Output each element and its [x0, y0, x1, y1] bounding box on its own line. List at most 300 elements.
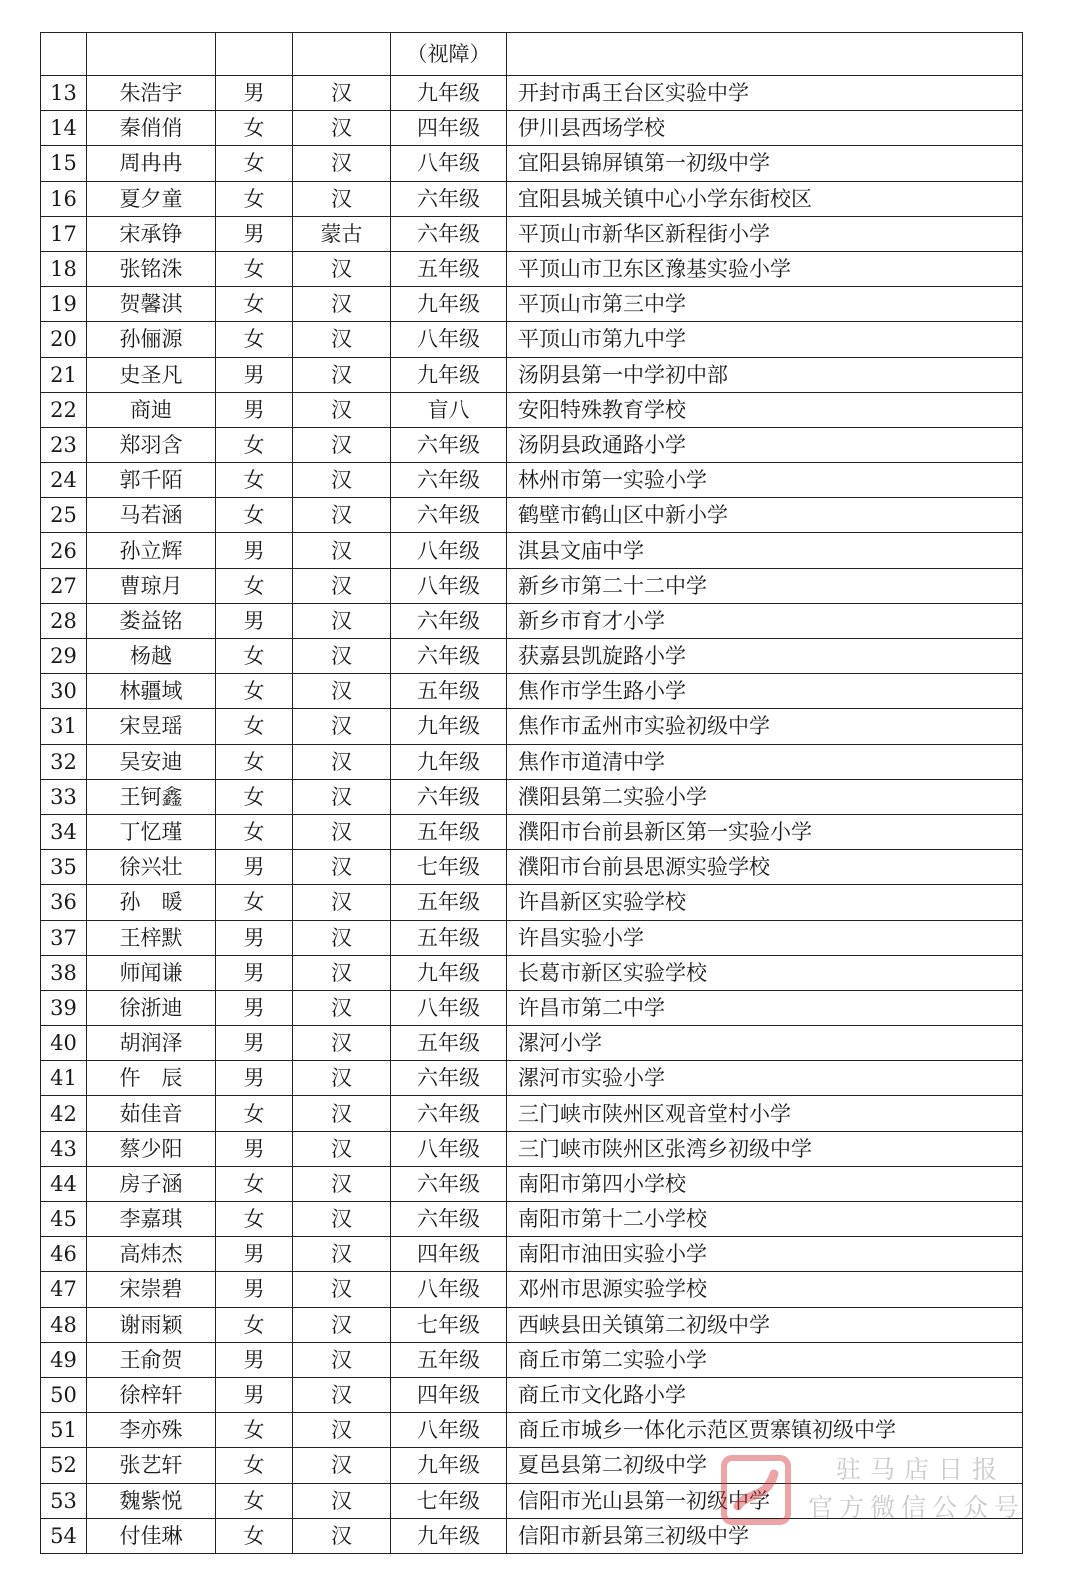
cell-grade: 四年级: [391, 111, 507, 146]
cell-school: 南阳市第十二小学校: [507, 1202, 1023, 1237]
cell-sex: 女: [216, 251, 293, 286]
cell-ethnicity: 汉: [293, 744, 391, 779]
table-row: [41, 1096, 1023, 1131]
table-row: [41, 1342, 1023, 1377]
cell-ethnicity: 汉: [293, 850, 391, 885]
table-row: [41, 251, 1023, 286]
cell-school: 林州市第一实验小学: [507, 463, 1023, 498]
cell-no: 40: [41, 1026, 87, 1061]
cell-sex: 女: [216, 146, 293, 181]
cell-school: 濮阳市台前县新区第一实验小学: [507, 814, 1023, 849]
cell-sex: 男: [216, 1026, 293, 1061]
cell-no: 36: [41, 885, 87, 920]
cell-ethnicity: 汉: [293, 1483, 391, 1518]
cell-school: 濮阳市台前县思源实验学校: [507, 850, 1023, 885]
table-row: [41, 1026, 1023, 1061]
cell-name: 谢雨颖: [87, 1307, 216, 1342]
cell-school: 长葛市新区实验学校: [507, 955, 1023, 990]
table-row: [41, 814, 1023, 849]
cell-school: 南阳市第四小学校: [507, 1166, 1023, 1201]
cell-grade: 七年级: [391, 1483, 507, 1518]
cell-no: 50: [41, 1377, 87, 1412]
cell-school: 三门峡市陕州区张湾乡初级中学: [507, 1131, 1023, 1166]
cell-no: 19: [41, 287, 87, 322]
cell-no: 49: [41, 1342, 87, 1377]
cell-name: 徐梓轩: [87, 1377, 216, 1412]
cell-sex: 女: [216, 181, 293, 216]
cell-sex: [216, 33, 293, 76]
cell-school: 平顶山市新华区新程街小学: [507, 216, 1023, 251]
cell-ethnicity: 汉: [293, 1342, 391, 1377]
cell-sex: 男: [216, 920, 293, 955]
cell-ethnicity: 汉: [293, 427, 391, 462]
cell-school: 漯河市实验小学: [507, 1061, 1023, 1096]
cell-name: 孙俪源: [87, 322, 216, 357]
cell-grade: 六年级: [391, 181, 507, 216]
cell-sex: 女: [216, 1202, 293, 1237]
cell-grade: 八年级: [391, 533, 507, 568]
cell-sex: 女: [216, 111, 293, 146]
cell-school: 新乡市第二十二中学: [507, 568, 1023, 603]
watermark-title: 驻马店日报: [836, 1455, 1007, 1484]
cell-no: 41: [41, 1061, 87, 1096]
roster-body: [41, 33, 1026, 1554]
cell-name: 王梓默: [87, 920, 216, 955]
cell-no: 54: [41, 1518, 87, 1553]
cell-grade: 六年级: [391, 1096, 507, 1131]
cell-school: 宜阳县锦屏镇第一初级中学: [507, 146, 1023, 181]
cell-sex: 女: [216, 1448, 293, 1483]
cell-school: [507, 33, 1023, 76]
cell-grade: 八年级: [391, 990, 507, 1025]
cell-sex: 女: [216, 1166, 293, 1201]
cell-name: 付佳琳: [87, 1518, 216, 1553]
cell-grade: 四年级: [391, 1237, 507, 1272]
cell-name: 李嘉琪: [87, 1202, 216, 1237]
cell-ethnicity: 汉: [293, 920, 391, 955]
cell-sex: 男: [216, 1131, 293, 1166]
cell-grade: 五年级: [391, 885, 507, 920]
table-row: [41, 603, 1023, 638]
cell-name: 孙 暖: [87, 885, 216, 920]
cell-grade: 九年级: [391, 709, 507, 744]
cell-no: 53: [41, 1483, 87, 1518]
cell-sex: 女: [216, 1413, 293, 1448]
cell-sex: 女: [216, 1096, 293, 1131]
table-row: [41, 674, 1023, 709]
cell-ethnicity: 汉: [293, 885, 391, 920]
cell-no: 43: [41, 1131, 87, 1166]
cell-name: 李亦殊: [87, 1413, 216, 1448]
cell-no: 37: [41, 920, 87, 955]
cell-sex: 男: [216, 1377, 293, 1412]
cell-name: 史圣凡: [87, 357, 216, 392]
table-row-continued-header: [41, 33, 1023, 76]
student-roster-table: [40, 32, 1026, 1554]
cell-no: 44: [41, 1166, 87, 1201]
cell-grade: 八年级: [391, 1131, 507, 1166]
cell-grade: 八年级: [391, 568, 507, 603]
cell-ethnicity: 汉: [293, 111, 391, 146]
cell-ethnicity: 汉: [293, 1518, 391, 1553]
table-row: [41, 216, 1023, 251]
cell-name: 周冉冉: [87, 146, 216, 181]
cell-sex: 女: [216, 639, 293, 674]
table-row: [41, 1448, 1023, 1483]
cell-name: 马若涵: [87, 498, 216, 533]
cell-name: 宋昱瑶: [87, 709, 216, 744]
cell-name: 房子涵: [87, 1166, 216, 1201]
cell-grade: 六年级: [391, 216, 507, 251]
cell-school: 汤阴县第一中学初中部: [507, 357, 1023, 392]
cell-grade: 八年级: [391, 1413, 507, 1448]
cell-name: 郑羽含: [87, 427, 216, 462]
cell-school: 汤阴县政通路小学: [507, 427, 1023, 462]
cell-sex: 女: [216, 498, 293, 533]
table-row: [41, 639, 1023, 674]
cell-name: 王俞贺: [87, 1342, 216, 1377]
cell-ethnicity: 汉: [293, 146, 391, 181]
cell-name: 秦俏俏: [87, 111, 216, 146]
cell-no: [41, 33, 87, 76]
table-row: [41, 779, 1023, 814]
cell-school: 许昌市第二中学: [507, 990, 1023, 1025]
cell-grade: 六年级: [391, 603, 507, 638]
cell-school: 信阳市新县第三初级中学: [507, 1518, 1023, 1553]
cell-sex: 女: [216, 463, 293, 498]
cell-sex: 男: [216, 1342, 293, 1377]
watermark-subtitle: 官方微信公众号: [808, 1493, 1026, 1522]
cell-ethnicity: 汉: [293, 1131, 391, 1166]
table-row: [41, 1061, 1023, 1096]
cell-no: 13: [41, 76, 87, 111]
cell-grade: 五年级: [391, 814, 507, 849]
cell-grade: 五年级: [391, 251, 507, 286]
cell-ethnicity: 汉: [293, 498, 391, 533]
table-row: [41, 287, 1023, 322]
cell-no: 18: [41, 251, 87, 286]
cell-school: 三门峡市陕州区观音堂村小学: [507, 1096, 1023, 1131]
cell-sex: 女: [216, 568, 293, 603]
cell-name: 张艺轩: [87, 1448, 216, 1483]
cell-name: 宋承铮: [87, 216, 216, 251]
table-row: [41, 850, 1023, 885]
cell-name: 师闻谦: [87, 955, 216, 990]
table-row: [41, 1413, 1023, 1448]
table-row: [41, 990, 1023, 1025]
cell-ethnicity: 汉: [293, 1096, 391, 1131]
cell-sex: 女: [216, 709, 293, 744]
cell-ethnicity: 汉: [293, 1237, 391, 1272]
cell-school: 开封市禹王台区实验中学: [507, 76, 1023, 111]
cell-name: 宋崇碧: [87, 1272, 216, 1307]
table-row: [41, 920, 1023, 955]
cell-grade: 九年级: [391, 357, 507, 392]
cell-grade: 八年级: [391, 146, 507, 181]
cell-grade: 八年级: [391, 1272, 507, 1307]
cell-school: 安阳特殊教育学校: [507, 392, 1023, 427]
cell-ethnicity: 汉: [293, 287, 391, 322]
cell-no: 35: [41, 850, 87, 885]
cell-no: 39: [41, 990, 87, 1025]
cell-no: 28: [41, 603, 87, 638]
cell-name: 蔡少阳: [87, 1131, 216, 1166]
cell-school: 新乡市育才小学: [507, 603, 1023, 638]
cell-ethnicity: 汉: [293, 814, 391, 849]
cell-ethnicity: 汉: [293, 322, 391, 357]
cell-sex: 男: [216, 392, 293, 427]
cell-name: [87, 33, 216, 76]
cell-grade: 七年级: [391, 1307, 507, 1342]
cell-no: 14: [41, 111, 87, 146]
cell-no: 38: [41, 955, 87, 990]
cell-ethnicity: 汉: [293, 1272, 391, 1307]
cell-ethnicity: 蒙古: [293, 216, 391, 251]
table-row: [41, 1377, 1023, 1412]
cell-grade: 五年级: [391, 1026, 507, 1061]
cell-sex: 女: [216, 779, 293, 814]
cell-name: 林疆域: [87, 674, 216, 709]
cell-no: 26: [41, 533, 87, 568]
cell-name: 王钶鑫: [87, 779, 216, 814]
table-row: [41, 1131, 1023, 1166]
cell-no: 33: [41, 779, 87, 814]
cell-school: 商丘市城乡一体化示范区贾寨镇初级中学: [507, 1413, 1023, 1448]
cell-grade: 六年级: [391, 463, 507, 498]
cell-name: 贺馨淇: [87, 287, 216, 322]
cell-no: 46: [41, 1237, 87, 1272]
cell-sex: 女: [216, 287, 293, 322]
cell-name: 徐浙迪: [87, 990, 216, 1025]
cell-sex: 女: [216, 674, 293, 709]
cell-sex: 男: [216, 1272, 293, 1307]
cell-ethnicity: 汉: [293, 1166, 391, 1201]
cell-name: 杨越: [87, 639, 216, 674]
cell-ethnicity: 汉: [293, 1448, 391, 1483]
cell-sex: 男: [216, 216, 293, 251]
cell-name: 仵 辰: [87, 1061, 216, 1096]
cell-name: 朱浩宇: [87, 76, 216, 111]
table-row: [41, 427, 1023, 462]
cell-no: 15: [41, 146, 87, 181]
cell-name: 商迪: [87, 392, 216, 427]
cell-name: 徐兴壮: [87, 850, 216, 885]
cell-sex: 男: [216, 76, 293, 111]
cell-ethnicity: [293, 33, 391, 76]
table-row: [41, 111, 1023, 146]
table-row: [41, 744, 1023, 779]
cell-sex: 女: [216, 1518, 293, 1553]
cell-school: 邓州市思源实验学校: [507, 1272, 1023, 1307]
cell-school: 淇县文庙中学: [507, 533, 1023, 568]
cell-sex: 男: [216, 357, 293, 392]
cell-sex: 女: [216, 814, 293, 849]
table-row: [41, 533, 1023, 568]
cell-grade: 九年级: [391, 955, 507, 990]
table-row: [41, 568, 1023, 603]
cell-grade: 六年级: [391, 779, 507, 814]
cell-ethnicity: 汉: [293, 76, 391, 111]
cell-school: 平顶山市卫东区豫基实验小学: [507, 251, 1023, 286]
cell-no: 45: [41, 1202, 87, 1237]
cell-ethnicity: 汉: [293, 463, 391, 498]
table-row: [41, 709, 1023, 744]
cell-sex: 男: [216, 955, 293, 990]
cell-grade: 八年级: [391, 322, 507, 357]
cell-grade: 六年级: [391, 639, 507, 674]
cell-school: 平顶山市第三中学: [507, 287, 1023, 322]
cell-ethnicity: 汉: [293, 990, 391, 1025]
cell-ethnicity: 汉: [293, 1307, 391, 1342]
cell-school: 焦作市孟州市实验初级中学: [507, 709, 1023, 744]
cell-name: 孙立辉: [87, 533, 216, 568]
cell-ethnicity: 汉: [293, 568, 391, 603]
cell-sex: 男: [216, 990, 293, 1025]
cell-school: 获嘉县凯旋路小学: [507, 639, 1023, 674]
cell-grade: 九年级: [391, 76, 507, 111]
cell-no: 24: [41, 463, 87, 498]
cell-grade: 九年级: [391, 1518, 507, 1553]
cell-school: 信阳市光山县第一初级中学: [507, 1483, 1023, 1518]
cell-no: 16: [41, 181, 87, 216]
cell-name: 丁忆瑾: [87, 814, 216, 849]
cell-grade: 六年级: [391, 1166, 507, 1201]
cell-ethnicity: 汉: [293, 639, 391, 674]
table-row: [41, 1237, 1023, 1272]
table-row: [41, 885, 1023, 920]
cell-no: 29: [41, 639, 87, 674]
cell-ethnicity: 汉: [293, 357, 391, 392]
table-row: [41, 955, 1023, 990]
cell-name: 张铭洙: [87, 251, 216, 286]
cell-no: 47: [41, 1272, 87, 1307]
cell-ethnicity: 汉: [293, 1413, 391, 1448]
cell-sex: 男: [216, 1061, 293, 1096]
table-row: [41, 322, 1023, 357]
cell-grade: （视障）: [391, 33, 507, 76]
cell-name: 郭千陌: [87, 463, 216, 498]
cell-name: 高炜杰: [87, 1237, 216, 1272]
cell-sex: 女: [216, 427, 293, 462]
cell-school: 濮阳县第二实验小学: [507, 779, 1023, 814]
cell-school: 宜阳县城关镇中心小学东街校区: [507, 181, 1023, 216]
cell-ethnicity: 汉: [293, 533, 391, 568]
cell-sex: 女: [216, 744, 293, 779]
cell-grade: 四年级: [391, 1377, 507, 1412]
cell-grade: 五年级: [391, 1342, 507, 1377]
cell-sex: 女: [216, 1307, 293, 1342]
cell-no: 21: [41, 357, 87, 392]
table-row: [41, 357, 1023, 392]
cell-sex: 男: [216, 533, 293, 568]
table-row: [41, 1483, 1023, 1518]
cell-grade: 五年级: [391, 920, 507, 955]
cell-school: 商丘市文化路小学: [507, 1377, 1023, 1412]
table-row: [41, 146, 1023, 181]
cell-sex: 男: [216, 603, 293, 638]
cell-no: 25: [41, 498, 87, 533]
cell-grade: 六年级: [391, 1202, 507, 1237]
cell-school: 焦作市学生路小学: [507, 674, 1023, 709]
cell-grade: 盲八: [391, 392, 507, 427]
cell-grade: 九年级: [391, 1448, 507, 1483]
cell-name: 魏紫悦: [87, 1483, 216, 1518]
cell-name: 吴安迪: [87, 744, 216, 779]
cell-no: 48: [41, 1307, 87, 1342]
cell-ethnicity: 汉: [293, 603, 391, 638]
cell-ethnicity: 汉: [293, 779, 391, 814]
cell-ethnicity: 汉: [293, 1377, 391, 1412]
table-row: [41, 1307, 1023, 1342]
cell-sex: 女: [216, 1483, 293, 1518]
cell-grade: 六年级: [391, 427, 507, 462]
cell-grade: 九年级: [391, 287, 507, 322]
cell-no: 51: [41, 1413, 87, 1448]
cell-school: 许昌实验小学: [507, 920, 1023, 955]
cell-name: 胡润泽: [87, 1026, 216, 1061]
cell-school: 许昌新区实验学校: [507, 885, 1023, 920]
cell-no: 32: [41, 744, 87, 779]
cell-no: 52: [41, 1448, 87, 1483]
cell-sex: 男: [216, 850, 293, 885]
table-row: [41, 1518, 1023, 1553]
cell-school: 南阳市油田实验小学: [507, 1237, 1023, 1272]
table-row: [41, 392, 1023, 427]
cell-no: 31: [41, 709, 87, 744]
cell-no: 30: [41, 674, 87, 709]
cell-grade: 六年级: [391, 498, 507, 533]
cell-school: 平顶山市第九中学: [507, 322, 1023, 357]
cell-grade: 六年级: [391, 1061, 507, 1096]
cell-no: 42: [41, 1096, 87, 1131]
cell-name: 娄益铭: [87, 603, 216, 638]
cell-no: 17: [41, 216, 87, 251]
table-row: [41, 463, 1023, 498]
table-row: [41, 498, 1023, 533]
cell-ethnicity: 汉: [293, 674, 391, 709]
cell-no: 20: [41, 322, 87, 357]
cell-school: 西峡县田关镇第二初级中学: [507, 1307, 1023, 1342]
cell-sex: 男: [216, 1237, 293, 1272]
cell-ethnicity: 汉: [293, 181, 391, 216]
cell-ethnicity: 汉: [293, 1026, 391, 1061]
cell-ethnicity: 汉: [293, 955, 391, 990]
cell-ethnicity: 汉: [293, 709, 391, 744]
cell-name: 曹琼月: [87, 568, 216, 603]
cell-school: 商丘市第二实验小学: [507, 1342, 1023, 1377]
cell-grade: 七年级: [391, 850, 507, 885]
table-row: [41, 1202, 1023, 1237]
cell-sex: 女: [216, 885, 293, 920]
cell-no: 27: [41, 568, 87, 603]
cell-sex: 女: [216, 322, 293, 357]
table-row: [41, 1272, 1023, 1307]
cell-ethnicity: 汉: [293, 1061, 391, 1096]
cell-school: 伊川县西场学校: [507, 111, 1023, 146]
cell-no: 34: [41, 814, 87, 849]
cell-ethnicity: 汉: [293, 251, 391, 286]
table-row: [41, 1166, 1023, 1201]
cell-school: 焦作市道清中学: [507, 744, 1023, 779]
cell-name: 夏夕童: [87, 181, 216, 216]
cell-name: 茹佳音: [87, 1096, 216, 1131]
cell-school: 鹤壁市鹤山区中新小学: [507, 498, 1023, 533]
table-row: [41, 76, 1023, 111]
cell-school: 漯河小学: [507, 1026, 1023, 1061]
cell-no: 23: [41, 427, 87, 462]
cell-grade: 五年级: [391, 674, 507, 709]
table-row: [41, 181, 1023, 216]
